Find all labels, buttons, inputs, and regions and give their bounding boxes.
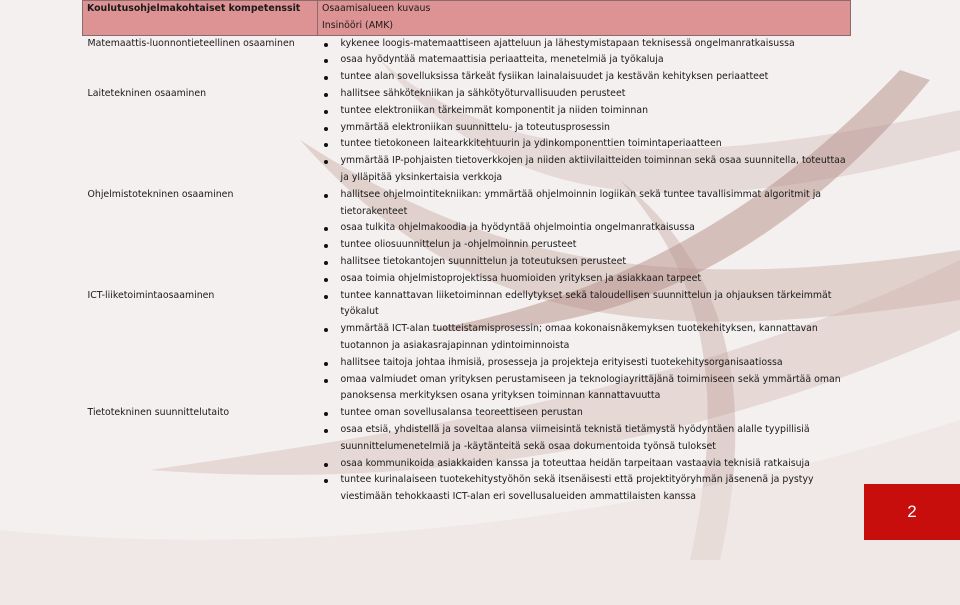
table-row	[83, 35, 851, 86]
list-item: tuntee elektroniikan tärkeimmät komponentit ja niiden toiminnan	[322, 103, 847, 120]
list-item: hallitsee sähkötekniikan ja sähkötyöturvallisuuden perusteet	[322, 86, 847, 103]
competence-description	[318, 35, 851, 86]
header-description-line2: Insinööri (AMK)	[322, 19, 394, 31]
competence-area: Ohjelmistotekninen osaaminen	[87, 188, 234, 200]
competence-description	[318, 288, 851, 406]
competence-area: Tietotekninen suunnittelutaito	[87, 407, 230, 419]
list-item: tuntee alan sovelluksissa tärkeät fysiikan lainalaisuudet ja kestävän kehityksen periaatteet	[322, 69, 847, 86]
competence-document	[82, 0, 850, 506]
list-item: ymmärtää IP-pohjaisten tietoverkkojen ja niiden aktiivilaitteiden toiminnan sekä osaa suunnitella, toteuttaa ja ylläpitää yksinkertaisia verkkoja	[322, 153, 847, 187]
competence-description	[318, 86, 851, 187]
list-item: tuntee oman sovellusalansa teoreettiseen perustan	[322, 405, 847, 422]
competence-area: Laitetekninen osaaminen	[87, 87, 207, 99]
page-number: 2	[864, 484, 960, 540]
table-row	[83, 405, 851, 506]
competence-description	[318, 187, 851, 288]
list-item: hallitsee ohjelmointitekniikan: ymmärtää ohjelmoinnin logiikan sekä tuntee tavallisimmat algoritmit ja tietorakenteet	[322, 187, 847, 221]
header-description-line1: Osaamisalueen kuvaus	[322, 3, 431, 14]
list-item: tuntee kurinalaiseen tuotekehitystyöhön sekä itsenäisesti että projektityöryhmän jäsenenä ja pystyy viestimään tehokkaasti ICT-alan eri sovellusalueiden ammattilaisten kanssa	[322, 472, 847, 506]
list-item: kykenee loogis-matemaattiseen ajatteluun ja lähestymistapaan teknisessä ongelmanratkaisussa	[322, 36, 847, 53]
list-item: ymmärtää elektroniikan suunnittelu- ja toteutusprosessin	[322, 120, 847, 137]
competence-table	[82, 0, 851, 506]
list-item: tuntee oliosuunnittelun ja -ohjelmoinnin perusteet	[322, 237, 847, 254]
competence-description	[318, 405, 851, 506]
table-row	[83, 86, 851, 187]
list-item: ymmärtää ICT-alan tuotteistamisprosessin; omaa kokonaisnäkemyksen tuotekehityksen, kannattavan tuotannon ja asiakasrajapinnan ydintoiminnoista	[322, 321, 847, 355]
list-item: hallitsee tietokantojen suunnittelun ja toteutuksen perusteet	[322, 254, 847, 271]
list-item: omaa valmiudet oman yrityksen perustamiseen ja teknologiayrittäjänä toimimiseen sekä ymmärtää oman panoksensa merkityksen osana yrityksen toiminnan kannattavuutta	[322, 372, 847, 406]
header-description	[318, 1, 851, 36]
table-row	[83, 187, 851, 288]
list-item: osaa toimia ohjelmistoprojektissa huomioiden yrityksen ja asiakkaan tarpeet	[322, 271, 847, 288]
table-row	[83, 288, 851, 406]
table-header-row	[83, 1, 851, 36]
list-item: osaa tulkita ohjelmakoodia ja hyödyntää ohjelmointia ongelmanratkaisussa	[322, 220, 847, 237]
list-item: osaa hyödyntää matemaattisia periaatteita, menetelmiä ja työkaluja	[322, 52, 847, 69]
list-item: tuntee tietokoneen laitearkkitehtuurin ja ydinkomponenttien toimintaperiaatteen	[322, 136, 847, 153]
list-item: hallitsee taitoja johtaa ihmisiä, prosesseja ja projekteja erityisesti tuotekehitysorganisaatiossa	[322, 355, 847, 372]
list-item: tuntee kannattavan liiketoiminnan edellytykset sekä taloudellisen suunnittelun ja ohjauksen tärkeimmät työkalut	[322, 288, 847, 322]
competence-area: Matemaattis-luonnontieteellinen osaaminen	[87, 37, 295, 49]
header-competences: Koulutusohjelmakohtaiset kompetenssit	[83, 1, 318, 36]
competence-area: ICT-liiketoimintaosaaminen	[87, 289, 215, 301]
list-item: osaa kommunikoida asiakkaiden kanssa ja toteuttaa heidän tarpeitaan vastaavia teknisiä ratkaisuja	[322, 456, 847, 473]
list-item: osaa etsiä, yhdistellä ja soveltaa alansa viimeisintä teknistä tietämystä hyödyntäen alalle tyypillisiä suunnittelumenetelmiä ja -käytänteitä sekä osaa dokumentoida työnsä tulokset	[322, 422, 847, 456]
